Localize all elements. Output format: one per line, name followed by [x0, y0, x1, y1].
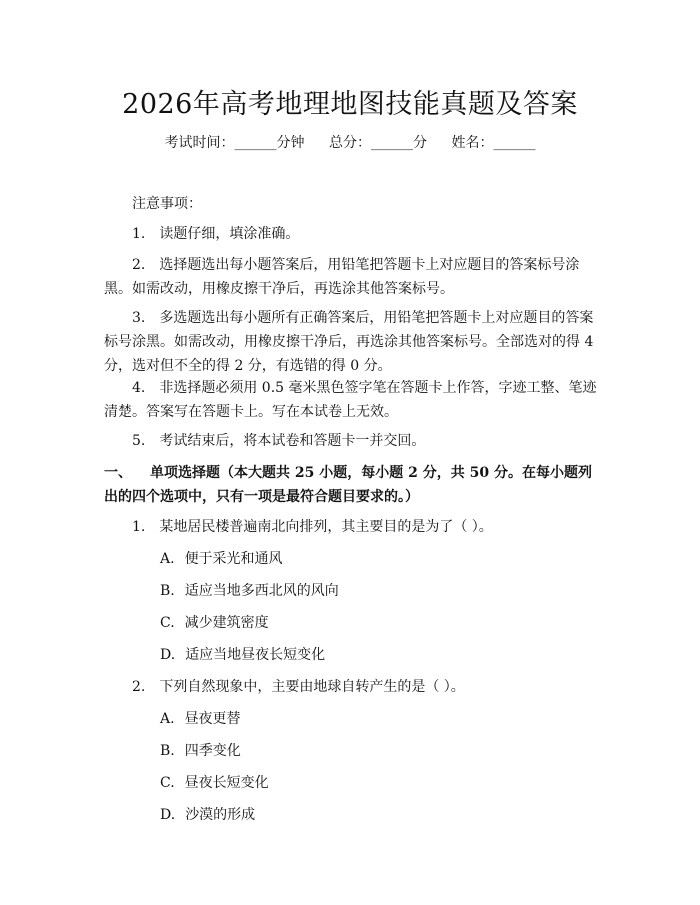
total-score-field: 总分：______分	[329, 135, 427, 151]
notice-item	[104, 429, 602, 453]
notice-item-number: 5.	[132, 433, 146, 449]
option-letter: D.	[160, 807, 176, 823]
notice-item-number: 1.	[132, 226, 146, 242]
notice-item-text: 非选择题必须用 0.5 毫米黑色签字笔在答题卡上作答，字迹工整、笔迹清楚。答案写在答题卡上。写在本试卷上无效。	[104, 380, 597, 420]
question-number: 1.	[132, 519, 146, 535]
question-option	[160, 772, 269, 792]
option-text: 适应当地多西北风的风向	[184, 583, 339, 599]
question-stem	[132, 516, 493, 536]
notice-item	[104, 306, 602, 378]
question-option	[160, 644, 325, 664]
question-option	[160, 804, 255, 824]
question-number: 2.	[132, 679, 146, 695]
notice-item-text: 多选题选出每小题所有正确答案后，用铅笔把答题卡上对应题目的答案标号涂黑。如需改动，用橡皮擦干净后，再选涂其他答案标号。全部选对的得 4 分，选对但不全的得 2 分，有选错的得 0 分。	[104, 310, 594, 374]
option-letter: A.	[160, 551, 175, 567]
exam-time-field: 考试时间：______分钟	[164, 135, 305, 151]
notice-item	[104, 253, 602, 301]
option-letter: D.	[160, 647, 176, 663]
notice-item-number: 2.	[132, 257, 146, 273]
notice-item-text: 选择题选出每小题答案后，用铅笔把答题卡上对应题目的答案标号涂黑。如需改动，用橡皮擦干净后，再选涂其他答案标号。	[104, 257, 580, 297]
option-letter: C.	[160, 775, 175, 791]
exam-meta	[0, 132, 700, 152]
option-letter: C.	[160, 615, 175, 631]
question-option	[160, 580, 339, 600]
option-text: 沙漠的形成	[185, 807, 256, 823]
section-heading	[104, 461, 602, 509]
option-text: 便于采光和通风	[184, 551, 283, 567]
option-letter: A.	[160, 711, 175, 727]
option-letter: B.	[160, 743, 175, 759]
notice-item	[104, 222, 602, 246]
question-text: 某地居民楼普遍南北向排列，其主要目的是为了（ ）。	[159, 519, 493, 535]
notice-item-text: 考试结束后，将本试卷和答题卡一并交回。	[159, 433, 426, 449]
notice-item-number: 4.	[132, 380, 146, 396]
notice-item-number: 3.	[132, 310, 146, 326]
question-text: 下列自然现象中，主要由地球自转产生的是（ ）。	[159, 679, 465, 695]
option-text: 昼夜长短变化	[184, 775, 269, 791]
question-option	[160, 612, 269, 632]
option-text: 昼夜更替	[184, 711, 241, 727]
section-number: 一、	[104, 465, 132, 481]
option-text: 减少建筑密度	[184, 615, 269, 631]
option-text: 适应当地昼夜长短变化	[185, 647, 326, 663]
notice-heading: 注意事项：	[132, 196, 202, 212]
option-letter: B.	[160, 583, 175, 599]
question-option	[160, 740, 241, 760]
option-text: 四季变化	[184, 743, 241, 759]
notice-item-text: 读题仔细，填涂准确。	[159, 226, 300, 242]
question-stem	[132, 676, 465, 696]
question-option	[160, 708, 241, 728]
section-text: 单项选择题（本大题共 25 小题，每小题 2 分，共 50 分。在每小题列出的四个选项中，只有一项是最符合题目要求的。）	[104, 465, 592, 505]
notice-item	[104, 376, 602, 424]
exam-title: 2026年高考地理地图技能真题及答案	[122, 89, 578, 120]
student-name-field: 姓名：______	[451, 135, 536, 151]
question-option	[160, 548, 283, 568]
